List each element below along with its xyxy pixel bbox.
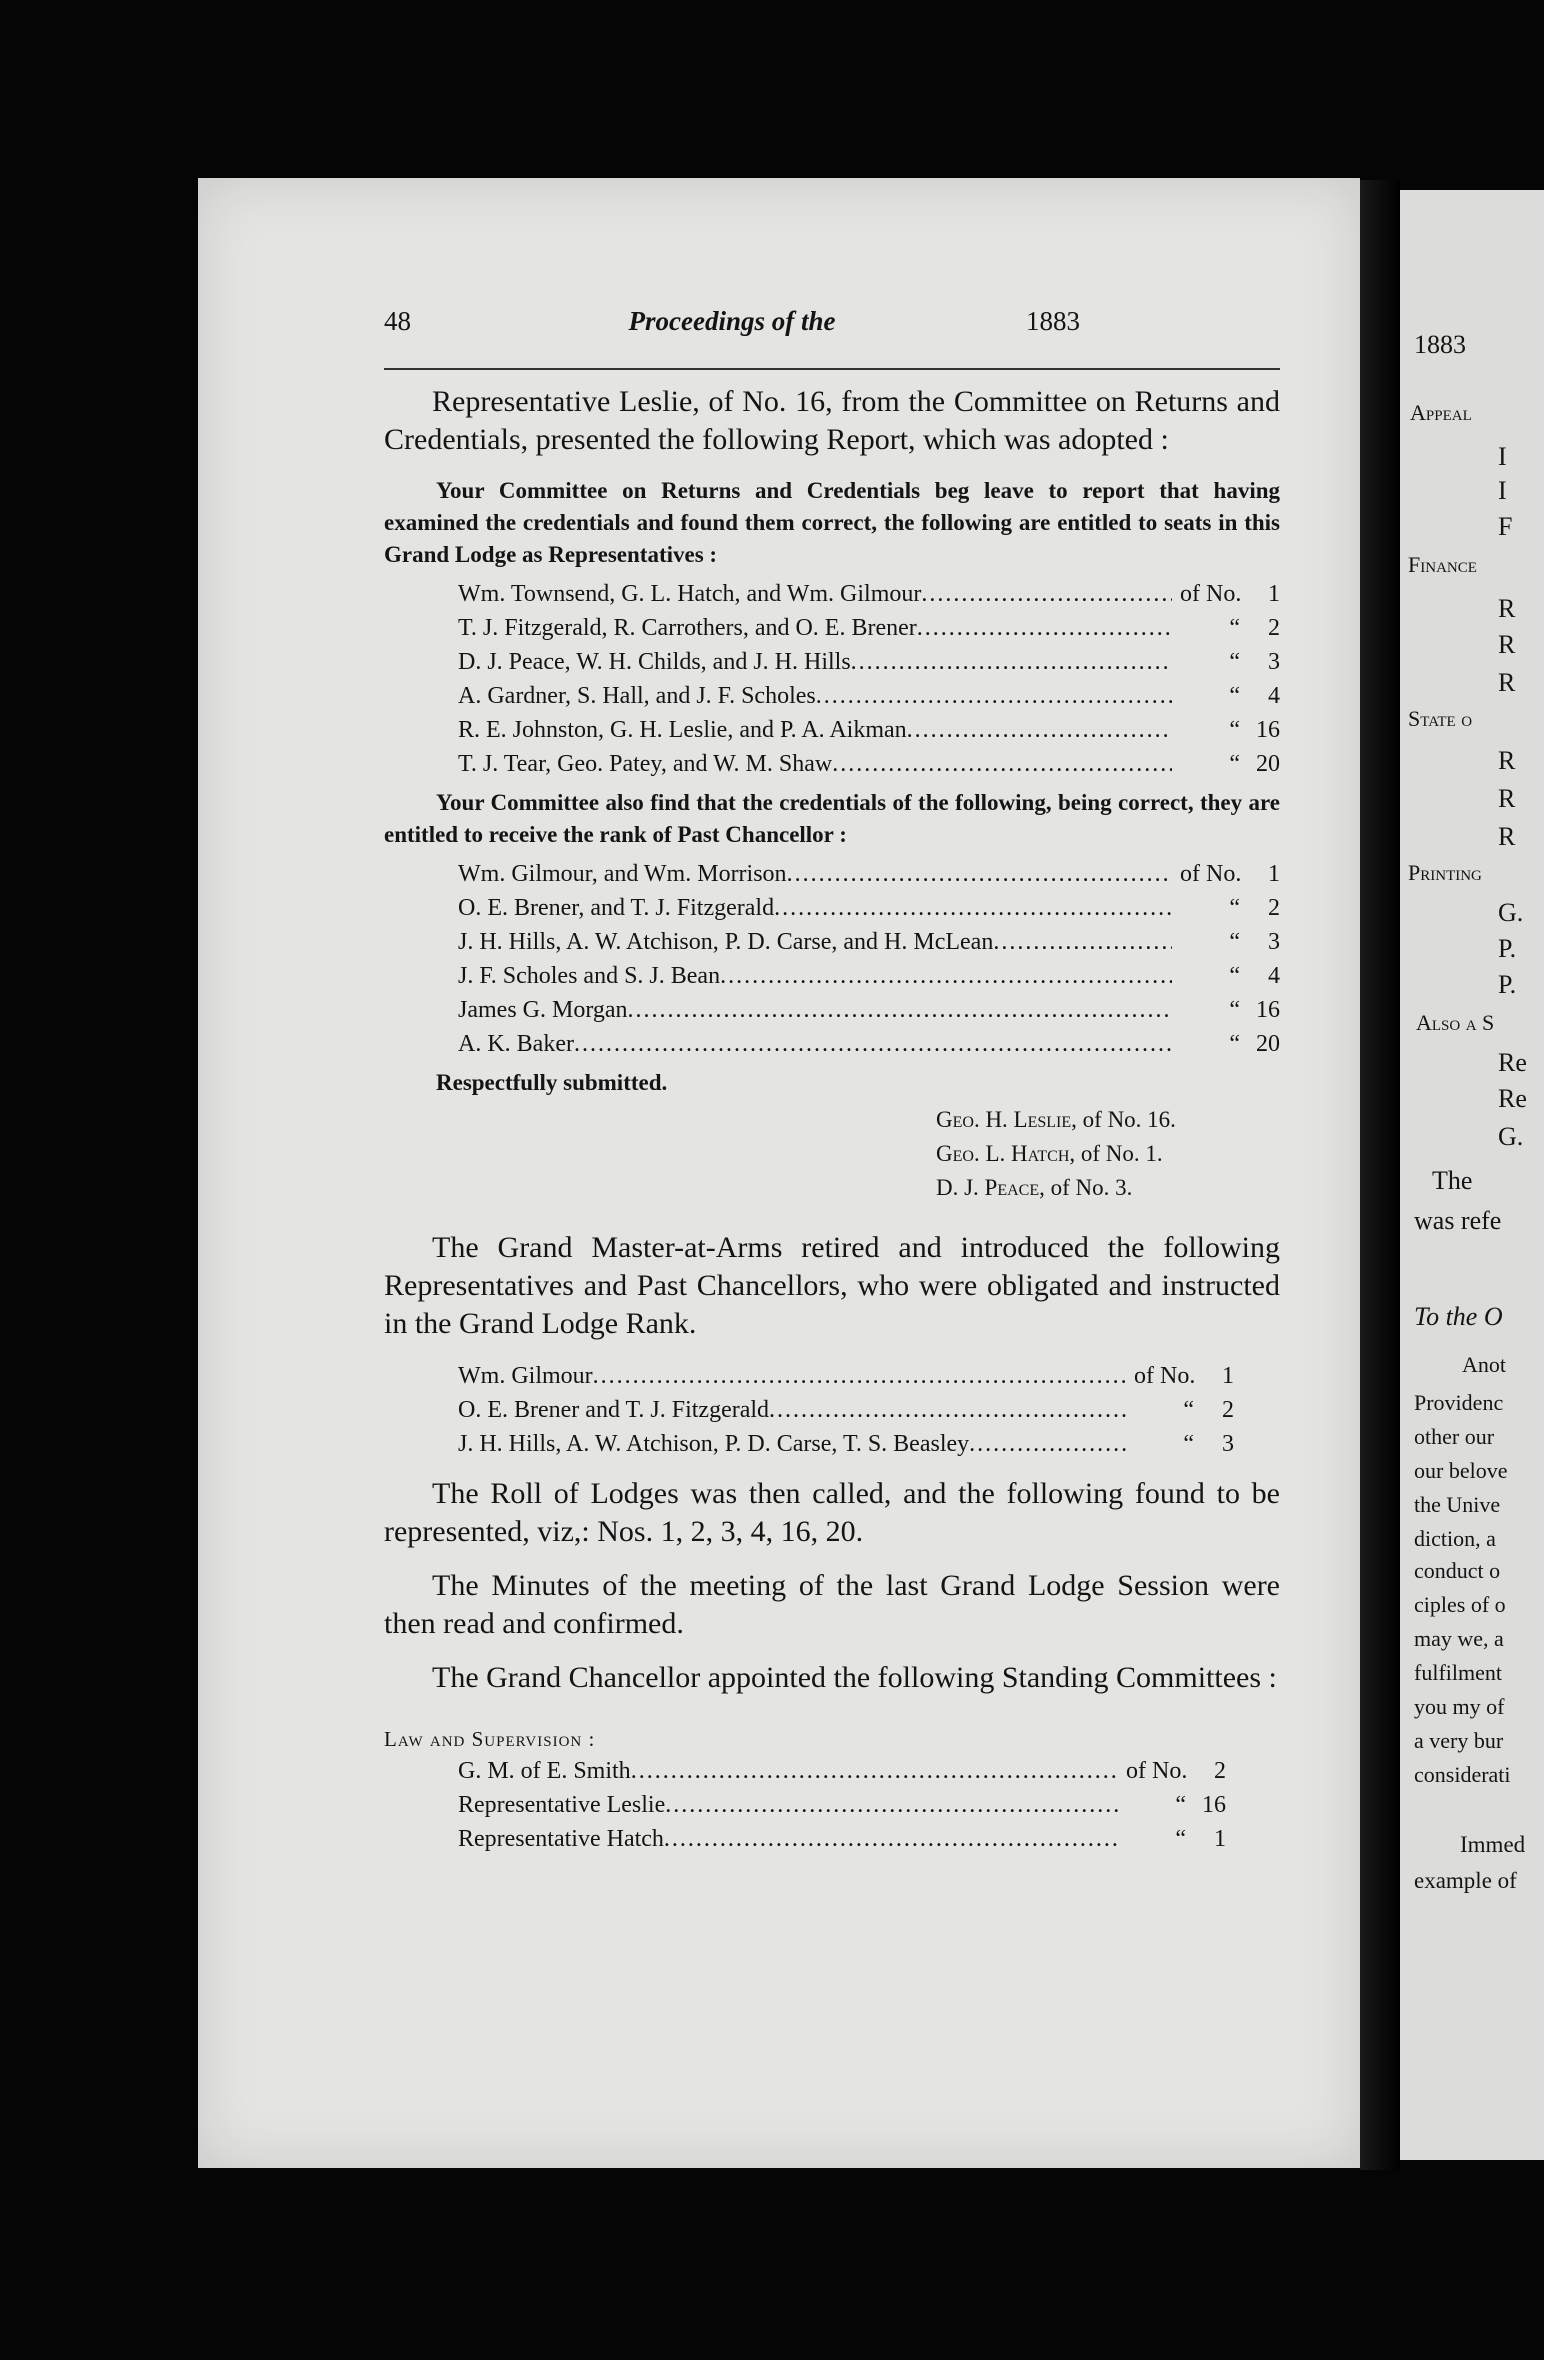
leader-dots bbox=[969, 1427, 1126, 1461]
leader-dots bbox=[832, 747, 1172, 781]
right-page-text: considerati bbox=[1414, 1762, 1511, 1787]
right-page-text: R bbox=[1498, 746, 1516, 775]
past-chancellors-list bbox=[458, 857, 1280, 1061]
intro-paragraph: Representative Leslie, of No. 16, from the Committee on Returns and Credentials, presented the following Report, which was adopted : bbox=[384, 385, 1280, 456]
right-page-text: you my of bbox=[1414, 1694, 1505, 1719]
lodge-prefix: “ bbox=[1229, 895, 1240, 921]
lodge-number bbox=[1172, 577, 1280, 611]
entry-name: Representative Leslie bbox=[458, 1792, 666, 1818]
lodge-no: 1 bbox=[1268, 581, 1280, 607]
lodge-prefix: “ bbox=[1229, 649, 1240, 675]
entry-name: A. Gardner, S. Hall, and J. F. Scholes bbox=[458, 683, 816, 709]
list-entry bbox=[458, 993, 1280, 1027]
lodge-prefix: “ bbox=[1229, 1031, 1240, 1057]
right-page-text: State o bbox=[1408, 706, 1473, 731]
lodge-prefix: “ bbox=[1229, 963, 1240, 989]
right-page-text: R bbox=[1498, 594, 1516, 623]
leader-dots bbox=[664, 1822, 1118, 1856]
leader-dots bbox=[816, 679, 1172, 713]
lodge-prefix: of No. bbox=[1180, 581, 1242, 607]
leader-dots bbox=[993, 925, 1172, 959]
leader-dots bbox=[907, 713, 1172, 747]
minutes-paragraph: The Minutes of the meeting of the last Grand Lodge Session were then read and confirmed. bbox=[384, 1569, 1280, 1640]
right-page-text: Re bbox=[1498, 1084, 1527, 1113]
right-page-text: Providenc bbox=[1414, 1390, 1504, 1415]
right-page-text: conduct o bbox=[1414, 1558, 1501, 1583]
lodge-prefix: “ bbox=[1229, 929, 1240, 955]
leader-dots bbox=[851, 645, 1172, 679]
list-entry bbox=[458, 857, 1280, 891]
lodge-prefix: of No. bbox=[1180, 861, 1242, 887]
grand-master-paragraph: The Grand Master-at-Arms retired and introduced the following Representatives and Past Chancellors, who were obligated and instructed in the Grand Lodge Rank. bbox=[384, 1231, 1280, 1340]
report-paragraph: Your Committee on Returns and Credentials beg leave to report that having examined the credentials and found them correct, the following are entitled to seats in this Grand Lodge as Representatives : bbox=[384, 478, 1280, 567]
right-page-text: Printing bbox=[1408, 860, 1482, 885]
page-body bbox=[384, 383, 1280, 1856]
right-page-text: Immed bbox=[1460, 1832, 1526, 1857]
right-page-text: Anot bbox=[1462, 1352, 1506, 1377]
right-page-text: P. bbox=[1498, 934, 1517, 963]
lodge-number bbox=[1172, 891, 1280, 925]
entry-name: R. E. Johnston, G. H. Leslie, and P. A. Aikman bbox=[458, 717, 907, 743]
leader-dots bbox=[574, 1027, 1172, 1061]
lodge-prefix: “ bbox=[1229, 997, 1240, 1023]
lodge-no: 1 bbox=[1268, 861, 1280, 887]
lodge-number bbox=[1172, 645, 1280, 679]
lodge-prefix: “ bbox=[1229, 615, 1240, 641]
entry-name: G. M. of E. Smith bbox=[458, 1758, 631, 1784]
lodge-no: 16 bbox=[1256, 717, 1280, 743]
right-page-text: To the O bbox=[1414, 1302, 1503, 1331]
signer-name: Geo. H. Leslie bbox=[936, 1107, 1072, 1132]
right-page-text: R bbox=[1498, 822, 1516, 851]
list-entry bbox=[458, 891, 1280, 925]
list-entry bbox=[458, 1822, 1226, 1856]
lodge-no: 3 bbox=[1222, 1431, 1234, 1457]
lodge-no: 4 bbox=[1268, 683, 1280, 709]
lodge-number bbox=[1172, 959, 1280, 993]
right-page-text: Finance bbox=[1408, 552, 1477, 577]
right-page-text: the Unive bbox=[1414, 1492, 1501, 1517]
lodge-prefix: “ bbox=[1229, 717, 1240, 743]
right-page-text: Appeal bbox=[1410, 400, 1472, 425]
list-entry bbox=[458, 679, 1280, 713]
entry-name: T. J. Tear, Geo. Patey, and W. M. Shaw bbox=[458, 751, 833, 777]
lodge-number bbox=[1172, 713, 1280, 747]
list-entry bbox=[458, 645, 1280, 679]
lodge-number bbox=[1172, 993, 1280, 1027]
lodge-no: 16 bbox=[1256, 997, 1280, 1023]
list-entry bbox=[458, 713, 1280, 747]
lodge-number bbox=[1126, 1393, 1234, 1427]
list-entry bbox=[458, 1427, 1234, 1461]
list-entry bbox=[458, 611, 1280, 645]
running-title: Proceedings of the bbox=[628, 306, 836, 336]
header-rule bbox=[384, 368, 1280, 370]
leader-dots bbox=[665, 1788, 1118, 1822]
page-number: 48 bbox=[384, 306, 411, 336]
lodge-number bbox=[1118, 1788, 1226, 1822]
lodge-number bbox=[1172, 747, 1280, 781]
lodge-no: 16 bbox=[1202, 1792, 1226, 1818]
lodge-no: 3 bbox=[1268, 929, 1280, 955]
entry-name: Wm. Gilmour, and Wm. Morrison bbox=[458, 861, 787, 887]
lodge-no: 3 bbox=[1268, 649, 1280, 675]
lodge-no: 2 bbox=[1214, 1758, 1226, 1784]
book-gutter bbox=[1360, 180, 1400, 2170]
representatives-list bbox=[458, 577, 1280, 781]
lodge-number bbox=[1172, 611, 1280, 645]
lodge-number bbox=[1126, 1427, 1234, 1461]
right-page-text: ciples of o bbox=[1414, 1592, 1506, 1617]
list-entry bbox=[458, 959, 1280, 993]
right-page-text: The bbox=[1432, 1166, 1473, 1195]
signature-line bbox=[936, 1171, 1280, 1205]
list-entry bbox=[458, 925, 1280, 959]
header-year: 1883 bbox=[1026, 306, 1080, 336]
leader-dots bbox=[774, 891, 1172, 925]
right-page-text: R bbox=[1498, 784, 1516, 813]
right-page-text: a very bur bbox=[1414, 1728, 1504, 1753]
signer-name: D. J. Peace bbox=[936, 1175, 1040, 1200]
list-entry bbox=[458, 747, 1280, 781]
roll-paragraph: The Roll of Lodges was then called, and the following found to be represented, viz,: Nos. 1, 2, 3, 4, 16, 20. bbox=[384, 1477, 1280, 1548]
signer-lodge: , of No. 1. bbox=[1069, 1141, 1163, 1166]
entry-name: J. H. Hills, A. W. Atchison, P. D. Carse, and H. McLean bbox=[458, 929, 994, 955]
lodge-number bbox=[1172, 857, 1280, 891]
right-page-text: may we, a bbox=[1414, 1626, 1504, 1651]
entry-name: O. E. Brener and T. J. Fitzgerald bbox=[458, 1397, 770, 1423]
right-page-text: our belove bbox=[1414, 1458, 1508, 1483]
right-page-text: P. bbox=[1498, 970, 1517, 999]
right-page-text: Re bbox=[1498, 1048, 1527, 1077]
right-page-text: 1883 bbox=[1414, 330, 1466, 359]
leader-dots bbox=[720, 959, 1172, 993]
entry-name: O. E. Brener, and T. J. Fitzgerald bbox=[458, 895, 775, 921]
right-page-text: I bbox=[1498, 442, 1507, 471]
lodge-no: 2 bbox=[1268, 615, 1280, 641]
submitted-line: Respectfully submitted. bbox=[436, 1070, 668, 1095]
lodge-prefix: “ bbox=[1183, 1397, 1194, 1423]
lodge-prefix: of No. bbox=[1134, 1363, 1196, 1389]
right-page-text: Also a S bbox=[1416, 1010, 1495, 1035]
leader-dots bbox=[787, 857, 1172, 891]
left-page bbox=[198, 178, 1360, 2168]
signer-lodge: , of No. 3. bbox=[1039, 1175, 1133, 1200]
right-page-text: G. bbox=[1498, 898, 1524, 927]
right-page-text: example of bbox=[1414, 1868, 1517, 1893]
entry-name: Wm. Townsend, G. L. Hatch, and Wm. Gilmour bbox=[458, 581, 922, 607]
signer-lodge: , of No. 16. bbox=[1071, 1107, 1176, 1132]
entry-name: T. J. Fitzgerald, R. Carrothers, and O. E. Brener bbox=[458, 615, 917, 641]
lodge-no: 4 bbox=[1268, 963, 1280, 989]
leader-dots bbox=[628, 993, 1172, 1027]
entry-name: Wm. Gilmour bbox=[458, 1363, 593, 1389]
leader-dots bbox=[631, 1754, 1118, 1788]
lodge-prefix: “ bbox=[1175, 1826, 1186, 1852]
lodge-no: 1 bbox=[1214, 1826, 1226, 1852]
lodge-number bbox=[1172, 925, 1280, 959]
list-entry bbox=[458, 1393, 1234, 1427]
list-entry bbox=[458, 1027, 1280, 1061]
entry-name: James G. Morgan bbox=[458, 997, 628, 1023]
right-page-fragment bbox=[1400, 190, 1544, 2160]
entry-name: D. J. Peace, W. H. Childs, and J. H. Hills bbox=[458, 649, 851, 675]
lodge-no: 2 bbox=[1268, 895, 1280, 921]
entry-name: J. H. Hills, A. W. Atchison, P. D. Carse, T. S. Beasley bbox=[458, 1431, 970, 1457]
leader-dots bbox=[769, 1393, 1126, 1427]
chancellor-paragraph: The Grand Chancellor appointed the following Standing Committees : bbox=[432, 1661, 1277, 1694]
right-page-text: diction, a bbox=[1414, 1526, 1496, 1551]
right-page-text: other our bbox=[1414, 1424, 1495, 1449]
entry-name: A. K. Baker bbox=[458, 1031, 574, 1057]
lodge-prefix: “ bbox=[1229, 751, 1240, 777]
also-paragraph: Your Committee also find that the credentials of the following, being correct, they are entitled to receive the rank of Past Chancellor : bbox=[384, 790, 1280, 847]
leader-dots bbox=[917, 611, 1172, 645]
list-entry bbox=[458, 577, 1280, 611]
list-entry bbox=[458, 1788, 1226, 1822]
signatures bbox=[936, 1103, 1280, 1205]
right-page-text: was refe bbox=[1414, 1206, 1502, 1235]
right-page-text: G. bbox=[1498, 1122, 1524, 1151]
lodge-no: 2 bbox=[1222, 1397, 1234, 1423]
lodge-number bbox=[1172, 679, 1280, 713]
signature-line bbox=[936, 1103, 1280, 1137]
obligated-list bbox=[458, 1359, 1234, 1461]
running-header bbox=[384, 306, 1080, 346]
right-page-text: F bbox=[1498, 512, 1513, 541]
lodge-number bbox=[1118, 1754, 1226, 1788]
entry-name: J. F. Scholes and S. J. Bean bbox=[458, 963, 721, 989]
right-page-text: R bbox=[1498, 668, 1516, 697]
list-entry bbox=[458, 1359, 1234, 1393]
committee-heading: Law and Supervision : bbox=[384, 1727, 596, 1751]
list-entry bbox=[458, 1754, 1226, 1788]
leader-dots bbox=[593, 1359, 1126, 1393]
right-page-text: fulfilment bbox=[1414, 1660, 1502, 1685]
entry-name: Representative Hatch bbox=[458, 1826, 664, 1852]
committee-members-list bbox=[458, 1754, 1226, 1856]
lodge-prefix: “ bbox=[1229, 683, 1240, 709]
lodge-prefix: of No. bbox=[1126, 1758, 1188, 1784]
lodge-number bbox=[1126, 1359, 1234, 1393]
lodge-no: 20 bbox=[1256, 751, 1280, 777]
lodge-prefix: “ bbox=[1183, 1431, 1194, 1457]
lodge-number bbox=[1118, 1822, 1226, 1856]
leader-dots bbox=[921, 577, 1172, 611]
right-page-text: R bbox=[1498, 630, 1516, 659]
lodge-number bbox=[1172, 1027, 1280, 1061]
lodge-no: 1 bbox=[1222, 1363, 1234, 1389]
signer-name: Geo. L. Hatch bbox=[936, 1141, 1070, 1166]
right-page-text: I bbox=[1498, 476, 1507, 505]
lodge-no: 20 bbox=[1256, 1031, 1280, 1057]
signature-line bbox=[936, 1137, 1280, 1171]
lodge-prefix: “ bbox=[1175, 1792, 1186, 1818]
